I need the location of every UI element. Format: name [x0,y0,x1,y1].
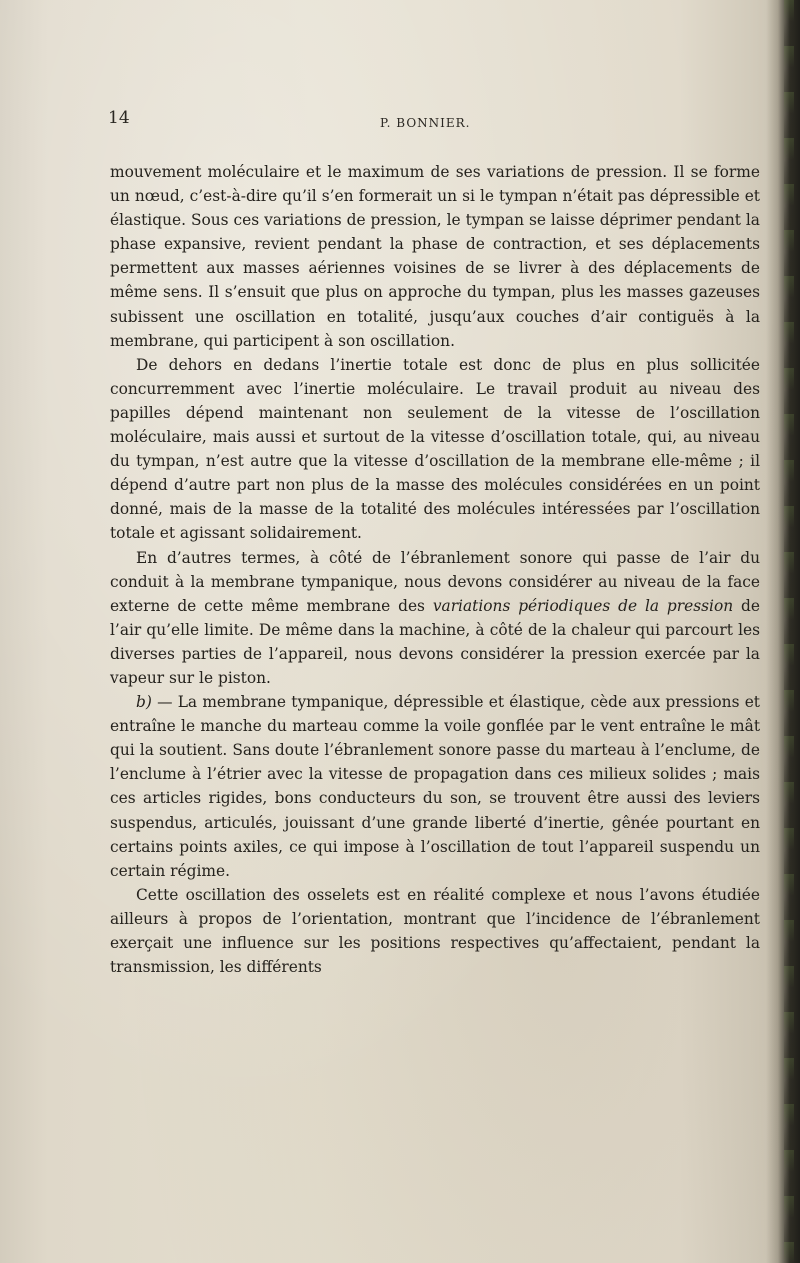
binding-texture [784,0,794,1263]
paragraph-5-text: Cette oscillation des osselets est en réalité complexe et nous l’avons étudiée ailleurs à propos de l’orientation, montrant que l’incidence de l’ébranlement exerçait une influence sur les positions respectives qu’affectaient, pendant la transmission, les différents [110,885,760,977]
running-head: P. BONNIER. [380,116,471,130]
page-header [0,108,800,138]
body-text [110,160,760,979]
paragraph-3-text-after: de l’air qu’elle limite. De même dans la machine, à côté de la chaleur qui parcourt les diverses parties de l’appareil, nous devons considérer la pression exercée par la vapeur sur le piston. [110,596,760,687]
page-number: 14 [108,108,130,128]
book-binding-edge [766,0,800,1263]
paragraph-2-text: De dehors en dedans l’inertie totale est donc de plus en plus sollicitée concurremment avec l’inertie moléculaire. Le travail produit au niveau des papilles dépend maintenant non seulement de la vitesse de l’oscillation moléculaire, mais aussi et surtout de la vitesse d’oscillation totale, qui, au niveau du tympan, n’est autre que la vitesse d’oscillation de la membrane elle-même ; il dépend d’autre part non plus de la masse des molécules considérées en un point donné, mais de la masse de la totalité des molécules intéressées par l’oscillation totale et agissant solidairement. [110,355,760,543]
paragraph-3-italic-phrase: variations périodiques de la pression [432,596,734,615]
paragraph-1 [110,160,760,353]
paragraph-5 [110,883,760,979]
paragraph-1-text: mouvement moléculaire et le maximum de ses variations de pression. Il se forme un nœud, c’est-à-dire qu’il s’en formerait un si le tympan n’était pas dépressible et élastique. Sous ces variations de pression, le tympan se laisse déprimer pendant la phase expansive, revient pendant la phase de contraction, et ses déplacements permettent aux masses aériennes voisines de se livrer à des déplacements de même sens. Il s’ensuit que plus on approche du tympan, plus les masses gazeuses subissent une oscillation en totalité, jusqu’aux couches d’air contiguës à la membrane, qui participent à son oscillation. [110,163,760,350]
paragraph-4-text: — La membrane tympanique, dépressible et élastique, cède aux pressions et entraîne le manche du marteau comme la voile gonflée par le vent entraîne le mât qui la soutient. Sans doute l’ébranlement sonore passe du marteau à l’enclume, de l’enclume à l’étrier avec la vitesse de propagation dans ces milieux solides ; mais ces articles rigides, bons conducteurs du son, se trouvent être aussi des leviers suspendus, articulés, jouissant d’une grande liberté d’inertie, gênée pourtant en certains points axiles, ce qui impose à l’oscillation de tout l’appareil suspendu un certain régime. [110,693,760,880]
paragraph-4-label: b) [136,693,152,712]
paragraph-4 [110,690,760,883]
paragraph-2 [110,353,760,546]
paragraph-3 [110,546,760,691]
paragraph-3-text-before: En d’autres termes, à côté de l’ébranlement sonore qui passe de l’air du conduit à la membrane tympanique, nous devons considérer au niveau de la face externe de cette même membrane des [110,548,760,615]
